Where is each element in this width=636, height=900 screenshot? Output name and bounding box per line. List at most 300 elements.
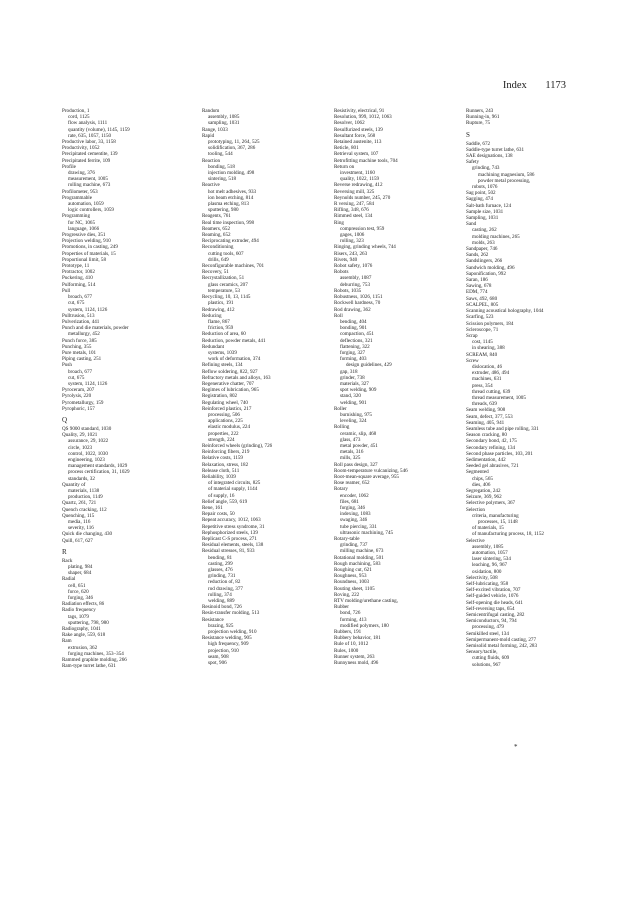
index-entry: Promotions, in casting, 249 [62,244,118,251]
index-entry: forging, 327 [340,349,366,356]
index-entry: molds, 263 [472,239,495,246]
index-entry: forming, 403 [340,356,367,363]
index-entry: glass, 473 [340,436,361,443]
index-entry: assurance, 29, 1022 [68,438,109,445]
index-entry: chips, 565 [472,475,493,482]
index-entry: assembly, 1085 [472,543,504,550]
index-entry: management standards, 1029 [68,463,128,470]
index-entry: Release cloth, 511 [202,467,240,474]
index-entry: QS 9000 standard, 1030 [62,425,112,432]
index-entry: projection welding, 910 [208,629,257,636]
index-entry: Scanning acoustical holography, 1044 [466,308,544,315]
index-entry: thread cutting, 639 [472,388,511,395]
index-entry: grinding, 743 [472,165,500,172]
index-entry: Resolver, 1062 [334,120,365,127]
index-entry: Resinoid bond, 726 [202,604,242,611]
index-entry: Roll [334,312,343,319]
index-column-2 [202,108,330,666]
index-entry: Recycling, 10, 13, 1145 [202,294,251,301]
index-entry: Productivity, 1052 [62,145,100,152]
index-entry: Rotary-table [334,536,360,543]
index-entry: grinding, 731 [208,573,236,580]
index-entry: Reinforced plastics, 217 [202,405,252,412]
index-entry: Screw [466,357,479,364]
index-entry: Relative costs, 1159 [202,455,243,462]
index-entry: Segmented [466,469,489,476]
index-entry: in shearing, 388 [472,345,505,352]
index-entry: Radial [62,576,76,583]
index-entry: Seizure, 369, 962 [466,494,502,501]
index-entry: Regimes of lubrication, 965 [202,387,259,394]
index-entry: Redundant [202,343,225,350]
index-entry: Reconditioning [202,244,234,251]
index-entry: swaging, 346 [340,517,368,524]
index-entry: Seam welding, 908 [466,407,506,414]
index-entry: Projection welding, 910 [62,238,111,245]
index-entry: applications, 225 [208,418,243,425]
index-entry: ceramic, slip, 468 [340,430,377,437]
index-entry: Refining steels, 134 [202,362,243,369]
index-entry: measurement, 1005 [68,176,108,183]
index-entry: Punch and die materials, powder [62,325,129,332]
index-entry: Scleroscope, 71 [466,326,499,333]
index-entry: standards, 32 [68,475,95,482]
index-entry: ion beam etching, 814 [208,194,254,201]
index-entry: cell, 651 [68,582,86,589]
index-entry: Self-opening die heads, 641 [466,599,523,606]
index-entry: high frequency, 909 [208,641,249,648]
index-entry: Properties of materials, 15 [62,250,116,257]
index-entry: grinding, 737 [340,542,368,549]
index-entry: robots, 1076 [472,184,498,191]
index-entry: Rotational molding, 501 [334,554,384,561]
index-entry: Safety [466,159,480,166]
index-entry: metallurgy, 452 [68,331,100,338]
index-entry: bonding, 518 [208,163,235,170]
index-entry: Season cracking, 80 [466,432,507,439]
index-column-4 [466,108,594,668]
index-entry: Robots [334,269,349,276]
index-entry: Robots, 1035 [334,287,362,294]
index-entry: Repetitive stress syndrome, 31 [202,523,265,530]
index-entry: plating, 984 [68,564,93,571]
index-entry: indexing, 1083 [340,511,371,518]
index-entry: Profilometer, 953 [62,188,98,195]
index-entry: Runner system, 263 [334,653,375,660]
index-entry: bending, 81 [208,554,233,561]
index-entry: investment, 1160 [340,170,375,177]
index-entry: cord, 1125 [68,114,90,121]
index-entry: sputtering, 798, 980 [68,619,109,626]
index-entry: modified polymers, 180 [340,622,389,629]
index-entry: forging, 346 [340,505,366,511]
index-entry: Reconfigurable machines, 701 [202,263,265,270]
index-entry: Sandwich molding, 496 [466,264,515,271]
index-entry: plastics, 191 [208,300,234,307]
index-entry: Protractor, 1002 [62,269,95,276]
index-entry: process certification, 31, 1029 [68,469,130,476]
index-entry: Resolution, 999, 1012, 1063 [334,114,392,121]
index-entry: Progressive dies, 351 [62,232,106,239]
index-entry: Registration, 802 [202,393,238,400]
index-entry: Salt-bath furnace, 124 [466,202,512,209]
index-entry: Production, 1 [62,108,90,114]
index-entry: Sandslingers, 266 [466,258,503,265]
index-entry: Pure metals, 101 [62,349,97,356]
index-entry: compaction, 451 [340,331,374,338]
index-entry: Saddle-type turret lathe, 631 [466,146,524,153]
index-entry: Punch force, 385 [62,337,97,344]
index-entry: gages, 1006 [340,232,365,239]
index-entry: leveling, 324 [340,418,367,425]
index-entry: Selective polymers, 367 [466,500,516,507]
index-entry: Recrystallization, 51 [202,275,245,282]
index-entry: cost, 1145 [472,339,493,346]
index-entry: flow analysis, 1111 [68,120,108,127]
index-entry: Self-lubricating, 958 [466,581,509,588]
index-entry: Reduction, powder metals, 441 [202,337,266,344]
index-entry: Pyroceram, 207 [62,387,95,394]
index-entry: Programmable [62,194,92,201]
index-entry: forming, 413 [340,616,367,623]
index-entry: mills, 325 [340,455,361,462]
index-entry: drawing, 376 [68,170,95,177]
index-entry: Repeat accuracy, 1012, 1063 [202,517,261,524]
index-entry: machining magnesium, 586 [478,171,535,178]
index-entry: rolling, 323 [340,238,364,245]
index-entry: Reinforcing fibers, 219 [202,449,250,456]
index-entry: Roundness, 1003 [334,579,370,586]
index-entry: Rifling, 348, 676 [334,207,369,214]
index-entry: rate, 635, 1057, 1150 [68,132,112,139]
index-entry: of manufacturing process, 18, 1152 [472,531,544,538]
index-entry: assembly, 1085 [208,114,240,121]
index-entry: Rubber [334,604,349,611]
index-entry: control, 1022, 1030 [68,450,108,457]
index-entry: Scarfing, 523 [466,314,494,321]
index-entry: media, 116 [68,519,91,525]
index-entry: welding, 901 [340,399,367,406]
index-entry: rod drawing, 377 [208,585,243,592]
index-entry: Selectivity, 508 [466,574,498,581]
index-entry: Self-reversing taps, 654 [466,605,515,612]
index-entry: Programming [62,213,91,220]
index-entry: of supply, 16 [208,492,235,499]
index-entry: Quill, 617, 627 [62,537,93,544]
index-entry: Reflow soldering, 822, 927 [202,368,258,375]
index-entry: materials, 327 [340,380,369,387]
index-entry: Saponification, 992 [466,270,506,277]
index-entry: Radio frequency [62,607,96,614]
index-entry: for NC, 1065 [68,219,96,226]
index-entry: Sandpaper, 746 [466,246,498,253]
index-entry: strength, 224 [208,436,235,443]
index-entry: Routing sheet, 1105 [334,585,375,592]
index-entry: Ram-type turret lathe, 631 [62,663,116,670]
index-entry: machines, 631 [472,376,502,383]
index-entry: solutions, 967 [472,661,501,668]
index-entry: Rotary [334,486,348,493]
index-entry: Saws, 492, 680 [466,295,498,302]
index-entry: Regenerative chatter, 707 [202,380,254,387]
index-entry: Semicentrifugal casting, 282 [466,612,525,619]
index-entry: Reverse redrawing, 412 [334,182,383,189]
index-entry: Semipermanent-mold casting, 277 [466,636,537,643]
index-entry: processing, 506 [208,411,240,418]
index-entry: metals, 316 [340,449,364,456]
index-entry: Ringing, grinding wheels, 744 [334,244,396,251]
index-entry: Relief angle, 559, 619 [202,498,248,505]
index-entry: Return on [334,163,355,170]
index-entry: elastic modulus, 224 [208,424,251,431]
index-entry: Seeded gel abrasives, 721 [466,463,519,470]
index-entry: Rapid [202,132,215,139]
index-entry: Reaming, 652 [202,232,231,239]
index-entry: friction, 959 [208,325,234,332]
index-entry: threads, 639 [472,401,497,408]
index-entry: Pulverization, 441 [62,318,100,325]
index-entry: Reaction [202,157,221,164]
index-entry: SCREAM, 840 [466,351,498,358]
index-entry: Reliability, 1039 [202,473,236,480]
index-entry: Resistance welding, 905 [202,635,252,642]
index-entry: Rene, 161 [202,505,223,511]
index-entry: of materials, 15 [472,525,504,532]
index-entry: Seaming, 405, 941 [466,419,505,426]
index-entry: tags, 1079 [68,613,89,620]
index-entry: Real time inspection, 998 [202,219,255,226]
index-entry: Rubbery behavior, 181 [334,635,381,642]
index-entry: Precipitated ferrite, 109 [62,157,111,164]
index-entry: SCALPEL, 805 [466,301,499,308]
index-letter-heading: S [466,130,470,139]
index-entry: Reynolds number, 245, 270 [334,194,391,201]
index-entry: Selection [466,506,485,513]
index-entry: Rammed graphite molding, 266 [62,657,127,664]
index-entry: cut, 675 [68,374,85,381]
index-entry: Productive labor, 33, 1158 [62,139,116,146]
index-entry: quality, 1022, 1159 [340,176,380,183]
index-entry: language, 1066 [68,225,100,232]
index-entry: projection, 910 [208,647,239,654]
index-column-1 [62,108,190,669]
index-entry: seam, 908 [208,653,229,660]
index-entry: forging, 346 [68,595,94,602]
index-entry: Reduction of area, 60 [202,331,246,338]
index-entry: metal powder, 451 [340,442,378,449]
index-entry: Sawing, 678 [466,283,492,290]
index-entry: milling machine, 673 [340,548,384,555]
index-entry: casting, 262 [472,227,497,234]
index-entry: ultrasonic machining, 745 [340,529,394,536]
index-entry: press, 354 [472,382,493,389]
index-entry: logic controllers, 1059 [68,207,114,214]
index-entry: Semikilled steel, 134 [466,630,509,637]
index-entry: production, 1149 [68,494,103,501]
index-entry: Rod drawing, 362 [334,306,371,313]
index-entry: Resistivity, electrical, 91 [334,108,385,114]
index-letter-heading: R [62,547,67,556]
index-entry: Precipitated cementite, 139 [62,151,118,158]
index-entry: Rockwell hardness, 70 [334,300,381,307]
index-entry: Ring [334,219,344,226]
index-entry: Puckering, 410 [62,275,93,282]
index-entry: sampling, 1031 [208,120,240,127]
index-entry: Recovery, 51 [202,269,229,276]
index-entry: Rack [62,557,73,564]
index-entry: brazing, 925 [208,622,234,629]
index-entry: Rules, 1000 [334,647,359,654]
index-entry: Semiconductors, 94, 794 [466,618,517,625]
index-entry: broach, 677 [68,294,93,301]
index-entry: Sample size, 1031 [466,208,504,215]
index-entry: Self-excited vibration, 707 [466,587,521,594]
index-entry: Saddle, 672 [466,140,491,147]
index-entry: Pyrometallurgy, 159 [62,399,104,406]
index-entry: Retrofitting machine tools, 704 [334,157,398,164]
index-entry: of material supply, 1144 [208,486,258,493]
index-entry: rolling machine, 673 [68,182,111,189]
index-entry: Seamless tube and pipe rolling, 331 [466,425,539,432]
index-entry: Rose reamer, 652 [334,480,370,487]
index-entry: materials, 1138 [68,487,100,494]
index-entry: forging machines, 353–354 [68,650,124,657]
index-entry: Random [202,108,220,114]
index-entry: Pulforming, 514 [62,281,96,288]
index-entry: Residual stresses, 81, 933 [202,548,255,555]
index-entry: powder metal processing, [478,177,531,184]
index-entry: cutting fluids, 609 [472,655,510,662]
index-entry: Semisolid metal forming, 242, 283 [466,643,538,650]
index-entry: Pull [62,287,71,294]
index-entry: processing, 479 [472,624,504,631]
index-entry: thread measurement, 1005 [472,394,526,401]
index-entry: reduction of, 82 [208,579,241,586]
index-entry: Reciprocating extruder, 494 [202,238,259,245]
index-entry: criteria, manufacturing [472,512,519,519]
index-column-3 [334,108,462,666]
index-entry: prototyping, 11, 264, 525 [208,139,260,146]
index-entry: Profile [62,163,76,170]
index-entry: plasma etching, 813 [208,201,249,208]
index-entry: tooling, 544 [208,151,233,158]
index-entry: SAE designations, 138 [466,153,513,160]
index-entry: flame, 867 [208,318,230,325]
index-entry: processes, 15, 1148 [478,519,518,525]
index-entry: drills, 649 [208,256,229,263]
index-entry: system, 1124, 1126 [68,306,108,313]
index-entry: Retained austenite, 113 [334,139,382,146]
index-entry: bonding, 901 [340,325,367,332]
index-entry: quantity (volume), 1145, 1159 [68,126,130,133]
index-entry: Reticle, 801 [334,145,359,152]
index-entry: Roller [334,405,347,412]
index-entry: force, 620 [68,588,89,595]
index-entry: Sedimentation, 442 [466,456,506,463]
index-entry: Ram [62,638,72,645]
index-entry: Redrawing, 412 [202,306,235,313]
index-entry: grinder, 738 [340,374,365,381]
index-entry: Risers, 243, 263 [334,250,368,257]
index-entry: shaper, 684 [68,570,92,577]
index-entry: Runners, 243 [466,108,494,114]
index-entry: system, 1124, 1126 [68,380,108,387]
index-entry: Selective [466,537,485,544]
index-entry: gap, 318 [340,368,358,375]
index-entry: stand, 320 [340,393,361,400]
index-entry: Segregation, 242 [466,487,501,494]
index-entry: sputtering, 980 [208,207,239,214]
index-entry: spot, 906 [208,660,227,667]
index-entry: systems, 1039 [208,349,237,356]
index-entry: broach, 677 [68,368,93,375]
index-entry: rolling, 374 [208,591,232,598]
index-entry: design guidelines, 429 [346,362,392,369]
index-entry: Refractory metals and alloys, 163 [202,374,271,381]
index-entry: Sensory/tactile, [466,649,498,656]
index-entry: Quartz, 261, 721 [62,500,97,507]
index-entry: bond, 726 [340,610,361,617]
index-entry: Second phase particles, 103, 201 [466,450,533,457]
index-entry: engineering, 1023 [68,456,105,463]
index-entry: dies, 406 [472,481,491,488]
index-entry: oxidation, 800 [472,568,502,575]
index-entry: Reamers, 652 [202,225,231,232]
index-entry: Rupture, 75 [466,120,491,127]
index-entry: Seam, defect, 377, 553 [466,413,513,420]
index-entry: Pyrophoric, 157 [62,405,95,412]
index-entry: glasses, 476 [208,567,233,574]
index-entry: Sagging, 474 [466,196,493,203]
page-header [503,80,566,91]
index-entry: R versing, 247, 584 [334,201,375,208]
page-number: 1173 [545,80,566,91]
index-entry: glass ceramics, 207 [208,281,248,288]
index-entry: burnishing, 975 [340,411,372,418]
index-entry: Root-mean-square average, 955 [334,473,399,480]
index-entry: Rule of 10, 1012 [334,641,369,648]
index-entry: Secondary refining, 134 [466,444,516,451]
index-entry: Pyrolysis, 220 [62,393,92,400]
index-entry: Reinforced wheels (grinding), 726 [202,442,273,449]
index-entry: extrusion, 362 [68,644,98,651]
index-entry: Rubbers, 191 [334,629,362,636]
index-entry: molding machines, 265 [472,233,520,240]
index-entry: injection molding, 498 [208,170,255,177]
index-entry: cut, 675 [68,300,85,307]
index-entry: Relaxation, stress, 182 [202,461,249,468]
index-entry: Roving, 222 [334,591,360,598]
index-entry: Quenching, 115 [62,512,95,519]
index-entry: Rivets, 940 [334,256,358,263]
index-entry: extruder, 486, 494 [472,370,510,377]
index-letter-heading: Q [62,415,68,424]
index-entry: Roughing cut, 621 [334,567,372,574]
index-entry: EDM, 774 [466,289,488,296]
index-entry: Proportional limit, 58 [62,256,107,263]
index-entry: circle, 1023 [68,444,93,451]
index-entry: compression test, 959 [340,225,385,232]
index-entry: Radiography, 1041 [62,626,101,633]
index-entry: assembly, 1087 [340,275,372,282]
index-entry: Scission polymers, 184 [466,320,514,327]
stray-mark: * [514,743,518,751]
index-entry: cutting tools, 607 [208,250,244,257]
index-entry: Self-guided vehicle, 1076 [466,593,519,600]
index-entry: Sampling, 1031 [466,215,499,222]
index-entry: Rephosphorized steels, 139 [202,529,258,536]
index-entry: Robot safety, 1076 [334,263,373,270]
